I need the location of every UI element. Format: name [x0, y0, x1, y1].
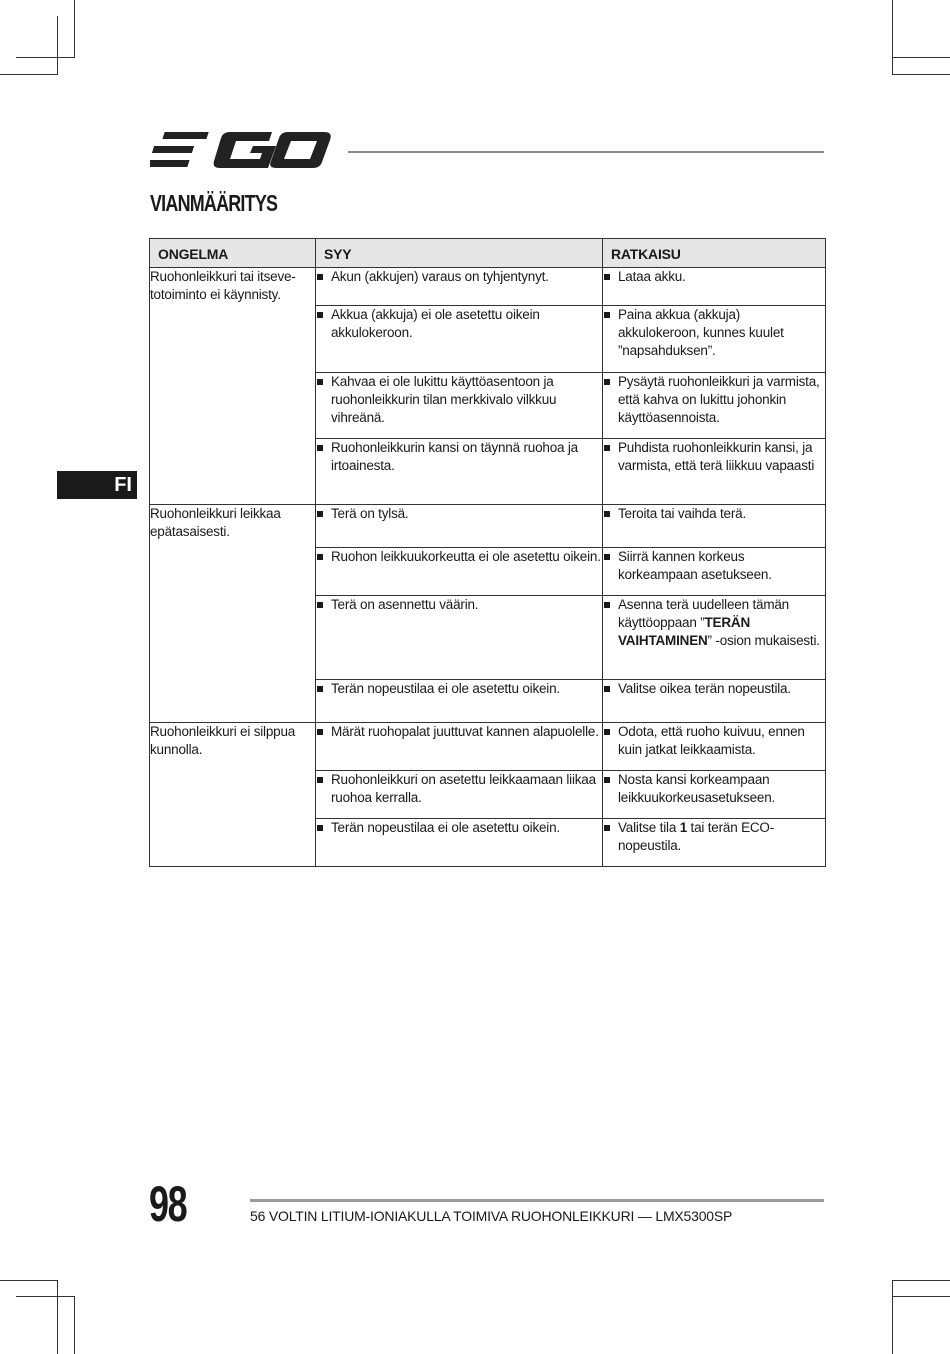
- solution-text: Paina akkua (akkuja) akkulokeroon, kunnes kuulet ”napsahduksen”.: [603, 306, 825, 360]
- table-row: [150, 505, 826, 548]
- cause-cell: [316, 680, 603, 723]
- language-tab: FI: [57, 471, 137, 499]
- solution-cell: [603, 373, 826, 439]
- crop-mark: [892, 0, 893, 74]
- page-number: 98: [149, 1176, 187, 1232]
- solution-text-part: Asenna terä uudelleen tämän käyttöoppaan ”: [618, 597, 789, 630]
- crop-mark: [892, 1280, 950, 1281]
- ego-logo: [150, 128, 332, 172]
- cause-cell: [316, 596, 603, 680]
- solution-text: Teroita tai vaihda terä.: [603, 505, 825, 523]
- solution-cell: [603, 439, 826, 505]
- solution-cell: [603, 771, 826, 819]
- crop-mark: [892, 1296, 950, 1297]
- cause-text: Terä on tylsä.: [316, 505, 602, 523]
- solution-text: Odota, että ruoho kuivuu, ennen kuin jatkat leikkaamista.: [603, 723, 825, 759]
- solution-text: Siirrä kannen korkeus korkeampaan asetukseen.: [603, 548, 825, 584]
- problem-text: Ruohonleikkuri leikkaa epätasaisesti.: [150, 506, 281, 539]
- solution-text-part: ” -osion mukaisesti.: [707, 633, 820, 648]
- problem-cell: [150, 723, 316, 867]
- cause-cell: [316, 771, 603, 819]
- crop-mark: [892, 57, 950, 58]
- solution-text-part: Valitse tila: [618, 820, 680, 835]
- header-rule: [348, 151, 824, 153]
- problem-text: Ruohonleikkuri tai itseve-totoiminto ei käynnisty.: [150, 269, 296, 302]
- mode-number: 1: [679, 820, 687, 835]
- cause-text: Akkua (akkuja) ei ole asetettu oikein akkulokeroon.: [316, 306, 602, 342]
- solution-text: [603, 596, 825, 650]
- table-row: [150, 268, 826, 306]
- crop-mark: [0, 1280, 58, 1281]
- cause-cell: [316, 505, 603, 548]
- solution-text-part: tai terän ECO-nopeustila.: [618, 820, 775, 853]
- solution-text: Pysäytä ruohonleikkuri ja varmista, että kahva on lukittu johonkin käyttöasennoista.: [603, 373, 825, 427]
- header-solution: RATKAISU: [603, 239, 826, 268]
- troubleshooting-table: [149, 238, 826, 867]
- crop-mark: [74, 0, 75, 58]
- solution-cell: [603, 548, 826, 596]
- crop-mark: [0, 74, 58, 75]
- solution-text: Puhdista ruohonleikkurin kansi, ja varmista, että terä liikkuu vapaasti: [603, 439, 825, 475]
- cause-text: Ruohon leikkuukorkeutta ei ole asetettu oikein.: [316, 548, 602, 566]
- footer-text: 56 VOLTIN LITIUM-IONIAKULLA TOIMIVA RUOHONLEIKKURI — LMX5300SP: [250, 1208, 733, 1224]
- section-reference: TERÄN VAIHTAMINEN: [618, 615, 751, 648]
- cause-text: Ruohonleikkurin kansi on täynnä ruohoa ja irtoainesta.: [316, 439, 602, 475]
- solution-cell: [603, 723, 826, 771]
- footer-rule: [250, 1199, 824, 1202]
- solution-cell: [603, 306, 826, 373]
- cause-text: Akun (akkujen) varaus on tyhjentynyt.: [316, 268, 602, 286]
- crop-mark: [892, 74, 950, 75]
- cause-text: Märät ruohopalat juuttuvat kannen alapuolelle.: [316, 723, 602, 741]
- header-problem: ONGELMA: [150, 239, 316, 268]
- cause-cell: [316, 439, 603, 505]
- solution-text: Valitse oikea terän nopeustila.: [603, 680, 825, 698]
- crop-mark: [16, 1296, 74, 1297]
- cause-cell: [316, 819, 603, 867]
- solution-cell: [603, 596, 826, 680]
- cause-text: Terän nopeustilaa ei ole asetettu oikein.: [316, 680, 602, 698]
- cause-text: Ruohonleikkuri on asetettu leikkaamaan liikaa ruohoa kerralla.: [316, 771, 602, 807]
- section-title: VIANMÄÄRITYS: [150, 190, 278, 216]
- solution-cell: [603, 680, 826, 723]
- cause-text: Terä on asennettu väärin.: [316, 596, 602, 614]
- table-header-row: [150, 239, 826, 268]
- header-cause: SYY: [316, 239, 603, 268]
- crop-mark: [57, 1280, 58, 1354]
- cause-cell: [316, 723, 603, 771]
- crop-mark: [57, 16, 58, 74]
- problem-text: Ruohonleikkuri ei silppua kunnolla.: [150, 724, 296, 757]
- cause-cell: [316, 548, 603, 596]
- solution-cell: [603, 505, 826, 548]
- cause-cell: [316, 373, 603, 439]
- table-row: [150, 723, 826, 771]
- solution-text: [603, 819, 825, 855]
- solution-cell: [603, 819, 826, 867]
- solution-text: Lataa akku.: [603, 268, 825, 286]
- crop-mark: [16, 57, 74, 58]
- cause-cell: [316, 306, 603, 373]
- cause-text: Terän nopeustilaa ei ole asetettu oikein.: [316, 819, 602, 837]
- crop-mark: [892, 1280, 893, 1354]
- cause-text: Kahvaa ei ole lukittu käyttöasentoon ja ruohonleikkurin tilan merkkivalo vilkkuu vihreänä.: [316, 373, 602, 427]
- problem-cell: [150, 268, 316, 505]
- problem-cell: [150, 505, 316, 723]
- solution-cell: [603, 268, 826, 306]
- solution-text: Nosta kansi korkeampaan leikkuukorkeusasetukseen.: [603, 771, 825, 807]
- crop-mark: [74, 1296, 75, 1354]
- cause-cell: [316, 268, 603, 306]
